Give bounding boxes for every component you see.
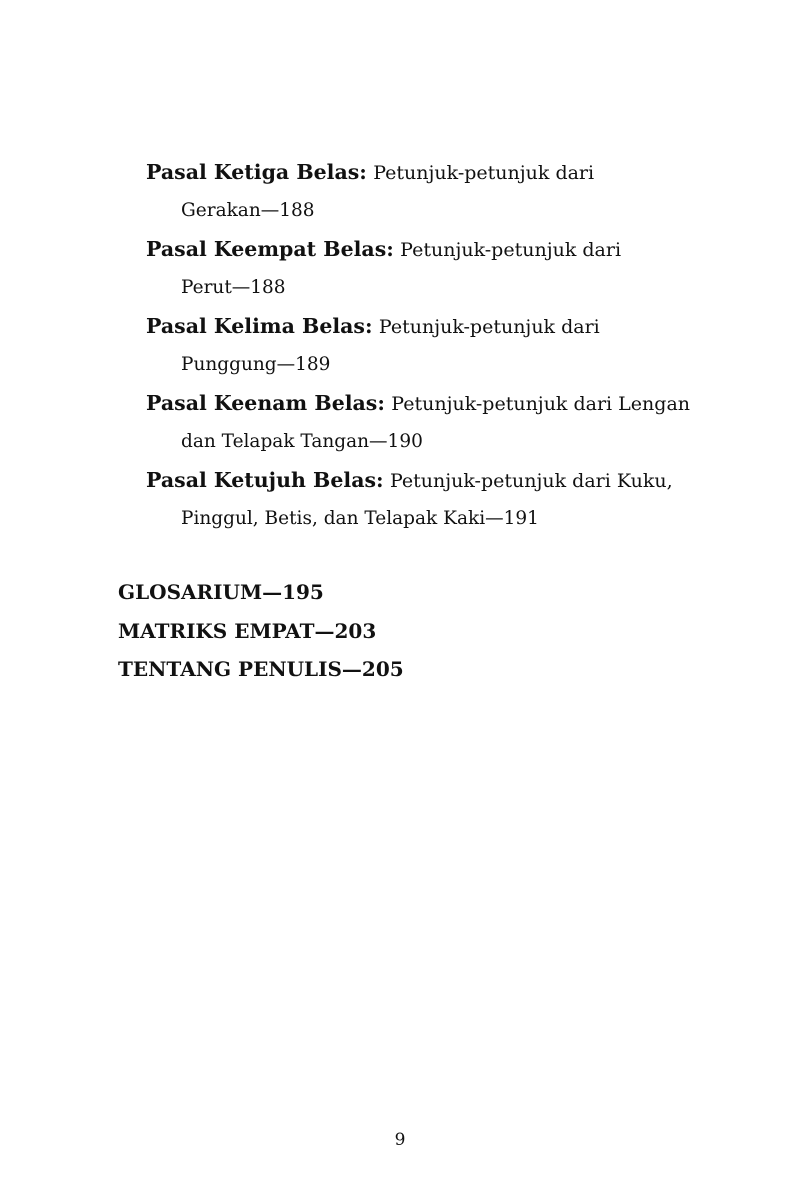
toc-entry-line	[146, 463, 706, 502]
toc-chapter-desc-cont: Perut—188	[181, 276, 286, 298]
toc-entry-line	[146, 155, 706, 194]
toc-entry-pasal-keempat-belas	[146, 232, 706, 309]
toc-chapter-desc: Petunjuk-petunjuk dari Lengan	[391, 393, 691, 415]
toc-entry-pasal-ketujuh-belas	[146, 463, 706, 540]
toc-chapter-desc-cont: Pinggul, Betis, dan Telapak Kaki—191	[181, 507, 539, 529]
toc-chapter-desc: Petunjuk-petunjuk dari	[400, 239, 622, 261]
toc-entry-line	[146, 309, 706, 348]
toc-entry-line	[146, 232, 706, 271]
toc-chapter-list	[146, 155, 706, 540]
toc-chapter-desc-cont: Gerakan—188	[181, 199, 315, 221]
toc-chapter-desc: Petunjuk-petunjuk dari	[378, 316, 600, 338]
toc-item-glosarium: GLOSARIUM—195	[118, 580, 324, 604]
toc-chapter-label: Pasal Ketujuh Belas:	[146, 468, 384, 492]
toc-chapter-label: Pasal Kelima Belas:	[146, 314, 373, 338]
toc-item-tentang-penulis: TENTANG PENULIS—205	[118, 657, 404, 681]
toc-back-matter	[118, 576, 404, 692]
toc-chapter-label: Pasal Keempat Belas:	[146, 237, 394, 261]
toc-entry-pasal-ketiga-belas	[146, 155, 706, 232]
toc-chapter-desc: Petunjuk-petunjuk dari	[373, 162, 595, 184]
toc-chapter-desc-cont: Punggung—189	[181, 353, 331, 375]
page-number: 9	[394, 1130, 406, 1150]
toc-entry-pasal-keenam-belas	[146, 386, 706, 463]
toc-chapter-desc-cont: dan Telapak Tangan—190	[181, 430, 423, 452]
toc-item-matriks-empat: MATRIKS EMPAT—203	[118, 618, 377, 643]
toc-chapter-label: Pasal Ketiga Belas:	[146, 160, 367, 184]
toc-chapter-label: Pasal Keenam Belas:	[146, 391, 385, 415]
toc-entry-pasal-kelima-belas	[146, 309, 706, 386]
toc-entry-line	[146, 386, 706, 425]
toc-chapter-desc: Petunjuk-petunjuk dari Kuku,	[389, 470, 673, 492]
